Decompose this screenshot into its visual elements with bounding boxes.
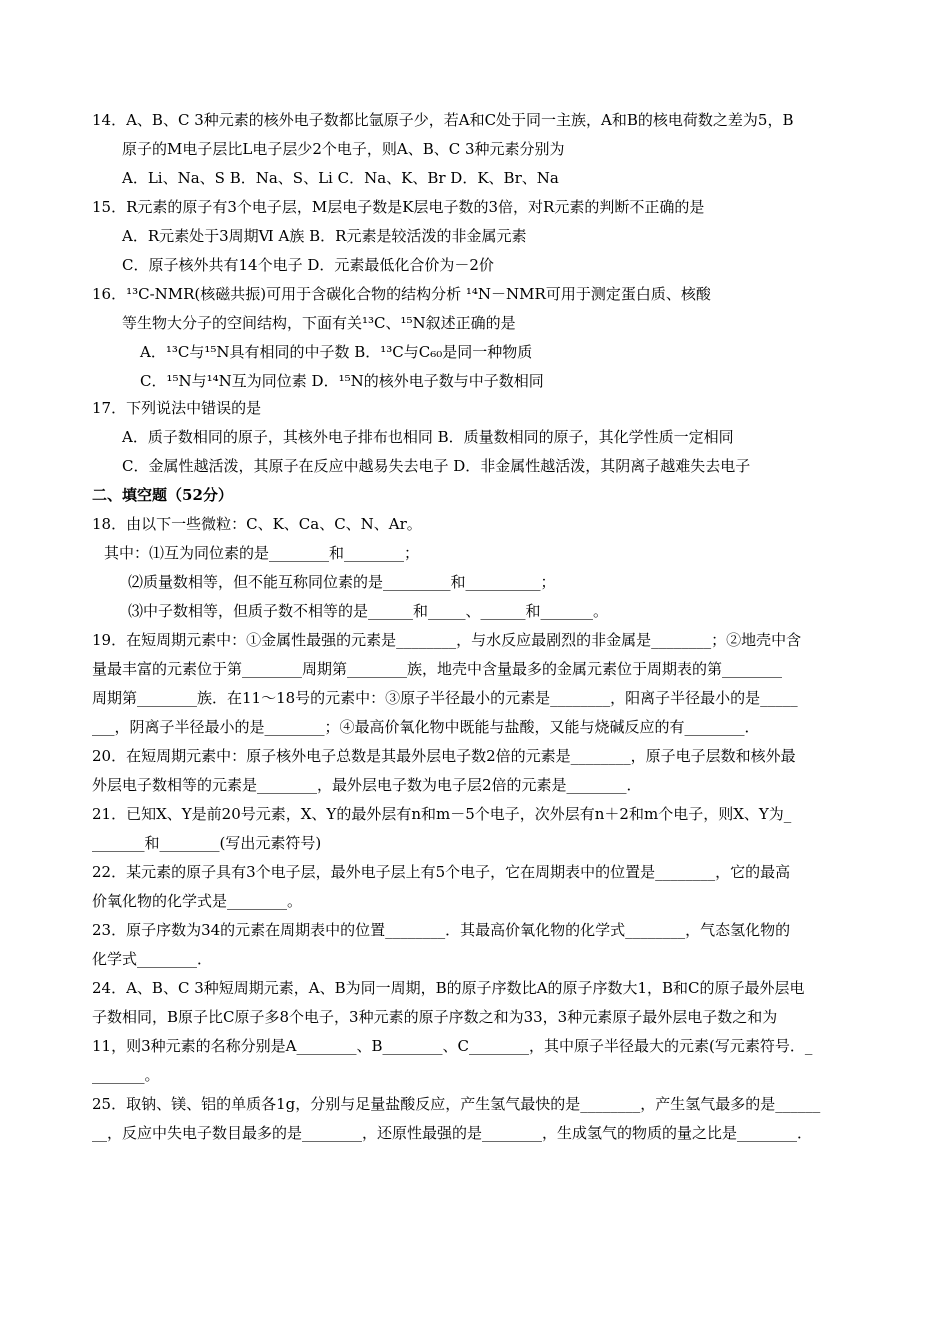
q18-line-3: ⑵质量数相等，但不能互称同位素的是_________和__________； bbox=[128, 573, 556, 591]
q16-line-1: 16．¹³C-NMR(核磁共振)可用于含碳化合物的结构分析 ¹⁴N－NMR可用于测定蛋白质、核酸 bbox=[92, 285, 711, 303]
q19-line-2: 量最丰富的元素位于第________周期第________族，地壳中含量最多的金属元素位于周期表的第________ bbox=[92, 660, 783, 678]
q16-options-ab: A．¹³C与¹⁵N具有相同的中子数 B．¹³C与C₆₀是同一种物质 bbox=[140, 343, 533, 361]
q23-line-2: 化学式________． bbox=[92, 950, 213, 968]
q21-line-1: 21．已知X、Y是前20号元素，X、Y的最外层有n和m－5个电子，次外层有n＋2和m个电子，则X、Y为_ bbox=[92, 805, 792, 823]
q20-line-2: 外层电子数相等的元素是________，最外层电子数为电子层2倍的元素是________． bbox=[92, 776, 642, 794]
q15-line-1: 15．R元素的原子有3个电子层，M层电子数是K层电子数的3倍，对R元素的判断不正确的是 bbox=[92, 198, 705, 216]
q19-line-3: 周期第________族．在11～18号的元素中：③原子半径最小的元素是________，阳离子半径最小的是_____ bbox=[92, 689, 798, 707]
q21-line-2: _______和________(写出元素符号) bbox=[92, 834, 322, 852]
q24-line-1: 24．A、B、C 3种短周期元素，A、B为同一周期，B的原子序数比A的原子序数大1，B和C的原子最外层电 bbox=[92, 979, 805, 997]
q14-line-1: 14．A、B、C 3种元素的核外电子数都比氩原子少，若A和C处于同一主族，A和B的核电荷数之差为5，B bbox=[92, 111, 794, 129]
q17-line-1: 17．下列说法中错误的是 bbox=[92, 399, 262, 417]
q16-line-2: 等生物大分子的空间结构，下面有关¹³C、¹⁵N叙述正确的是 bbox=[122, 314, 516, 332]
q15-options-cd: C．原子核外共有14个电子 D．元素最低化合价为－2价 bbox=[122, 256, 494, 274]
q24-line-3: 11，则3种元素的名称分别是A________、B________、C________，其中原子半径最大的元素(写元素符号．_ bbox=[92, 1037, 813, 1055]
q24-line-4: _______。 bbox=[92, 1066, 160, 1084]
q14-options: A．Li、Na、S B．Na、S、Li C．Na、K、Br D．K、Br、Na bbox=[122, 169, 559, 187]
q15-options-ab: A．R元素处于3周期Ⅵ A族 B．R元素是较活泼的非金属元素 bbox=[122, 227, 527, 245]
q19-line-4: ___，阴离子半径最小的是________；④最高价氧化物中既能与盐酸，又能与烧碱反应的有________． bbox=[92, 718, 760, 736]
q17-options-ab: A．质子数相同的原子，其核外电子排布也相同 B．质量数相同的原子，其化学性质一定相同 bbox=[122, 428, 734, 446]
q25-line-2: __，反应中失电子数目最多的是________，还原性最强的是________，生成氢气的物质的量之比是________． bbox=[92, 1124, 813, 1142]
q18-line-2: 其中：⑴互为同位素的是________和________； bbox=[104, 544, 420, 562]
q19-line-1: 19．在短周期元素中：①金属性最强的元素是________，与水反应最剧烈的非金属是________；②地壳中含 bbox=[92, 631, 802, 649]
q16-options-cd: C．¹⁵N与¹⁴N互为同位素 D．¹⁵N的核外电子数与中子数相同 bbox=[140, 372, 544, 390]
q14-line-2: 原子的M电子层比L电子层少2个电子，则A、B、C 3种元素分别为 bbox=[122, 140, 565, 158]
q24-line-2: 子数相同，B原子比C原子多8个电子，3种元素的原子序数之和为33，3种元素原子最外层电子数之和为 bbox=[92, 1008, 778, 1026]
q22-line-1: 22．某元素的原子具有3个电子层，最外电子层上有5个电子，它在周期表中的位置是________，它的最高 bbox=[92, 863, 791, 881]
q17-options-cd: C．金属性越活泼，其原子在反应中越易失去电子 D．非金属性越活泼，其阴离子越难失去电子 bbox=[122, 457, 751, 475]
q18-line-1: 18．由以下一些微粒：C、K、Ca、C、N、Ar。 bbox=[92, 515, 422, 533]
q22-line-2: 价氧化物的化学式是________。 bbox=[92, 892, 303, 910]
section-heading: 二、填空题（52分） bbox=[92, 486, 233, 504]
q25-line-1: 25．取钠、镁、铝的单质各1g，分别与足量盐酸反应，产生氢气最快的是________，产生氢气最多的是______ bbox=[92, 1095, 821, 1113]
q18-line-4: ⑶中子数相等，但质子数不相等的是______和_____、______和_______。 bbox=[128, 602, 609, 620]
q20-line-1: 20．在短周期元素中：原子核外电子总数是其最外层电子数2倍的元素是________，原子电子层数和核外最 bbox=[92, 747, 796, 765]
q23-line-1: 23．原子序数为34的元素在周期表中的位置________．其最高价氧化物的化学式________，气态氢化物的 bbox=[92, 921, 791, 939]
